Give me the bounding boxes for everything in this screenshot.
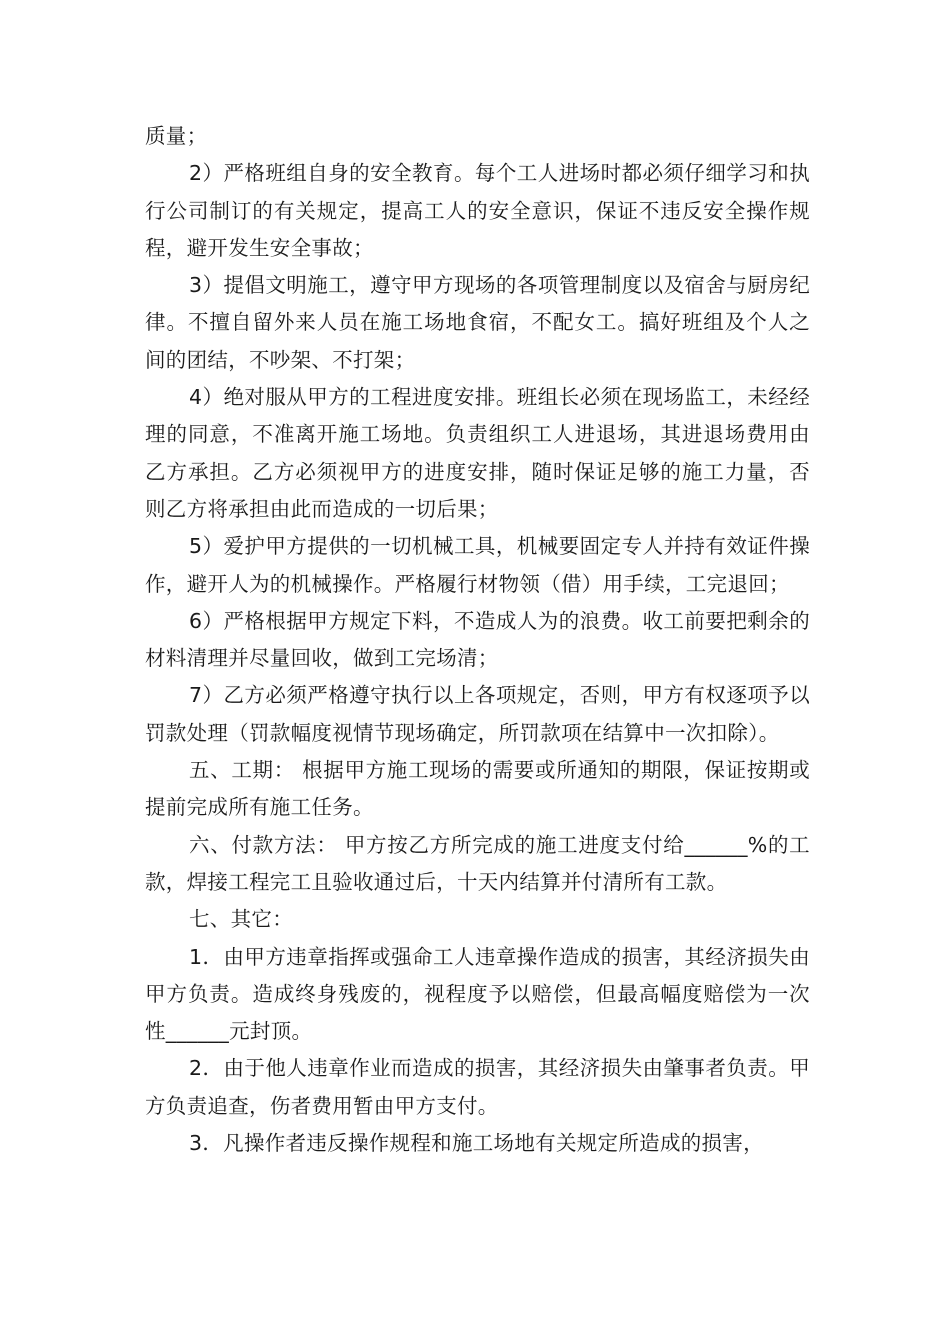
paragraph-item-5: 5）爱护甲方提供的一切机械工具，机械要固定专人并持有效证件操作，避开人为的机械操作。严格履行材物领（借）用手续，工完退回； [145, 534, 810, 596]
paragraph-item-3: 3）提倡文明施工，遵守甲方现场的各项管理制度以及宿舍与厨房纪律。不擅自留外来人员在施工场地食宿，不配女工。搞好班组及个人之间的团结，不吵架、不打架； [145, 273, 810, 372]
document-body [145, 118, 810, 1162]
paragraph-other-2: 2．由于他人违章作业而造成的损害，其经济损失由肇事者负责。甲方负责追查，伤者费用暂由甲方支付。 [145, 1056, 810, 1118]
paragraph-section-7-other: 七、其它： [189, 907, 293, 932]
paragraph-other-1: 1．由甲方违章指挥或强命工人违章操作造成的损害，其经济损失由甲方负责。造成终身残废的，视程度予以赔偿，但最高幅度赔偿为一次性______元封顶。 [145, 944, 810, 1044]
paragraph-item-4: 4）绝对服从甲方的工程进度安排。班组长必须在现场监工，未经经理的同意，不准离开施工场地。负责组织工人进退场，其进退场费用由乙方承担。乙方必须视甲方的进度安排，随时保证足够的施工力量，否则乙方将承担由此而造成的一切后果； [145, 385, 810, 521]
paragraph-section-5-schedule: 五、工期： 根据甲方施工现场的需要或所通知的期限，保证按期或提前完成所有施工任务。 [145, 758, 810, 820]
paragraph-other-3: 3．凡操作者违反操作规程和施工场地有关规定所造成的损害， [189, 1131, 764, 1156]
paragraph-item-7: 7）乙方必须严格遵守执行以上各项规定，否则，甲方有权逐项予以罚款处理（罚款幅度视情节现场确定，所罚款项在结算中一次扣除）。 [145, 683, 810, 745]
paragraph-item-2: 2）严格班组自身的安全教育。每个工人进场时都必须仔细学习和执行公司制订的有关规定，提高工人的安全意识，保证不违反安全操作规程，避开发生安全事故； [145, 161, 810, 260]
paragraph-section-6-payment: 六、付款方法： 甲方按乙方所完成的施工进度支付给______%的工款，焊接工程完工且验收通过后，十天内结算并付清所有工款。 [145, 832, 810, 894]
paragraph-quality-end: 质量； [145, 124, 208, 148]
paragraph-item-6: 6）严格根据甲方规定下料，不造成人为的浪费。收工前要把剩余的材料清理并尽量回收，做到工完场清； [145, 608, 810, 671]
